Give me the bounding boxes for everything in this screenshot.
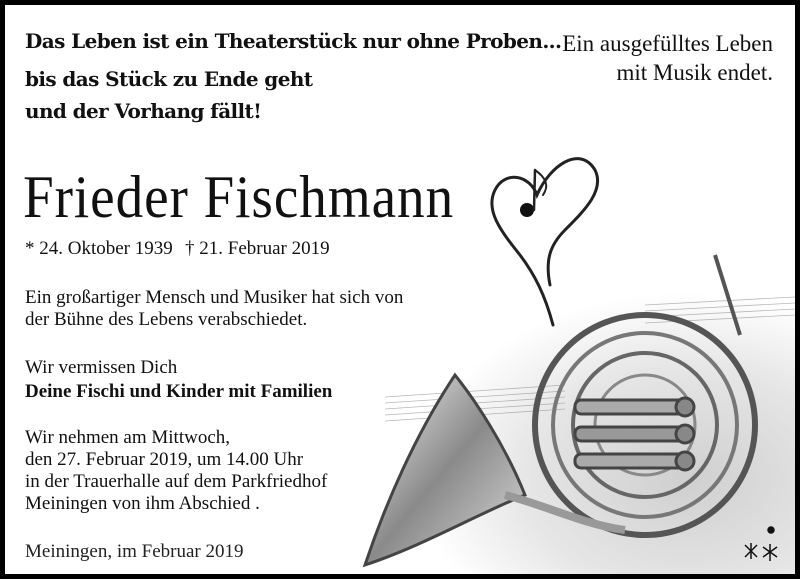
quote-left-line-1: Das Leben ist ein Theaterstück nur ohne Proben... xyxy=(25,29,562,53)
farewell-line-2: den 27. Februar 2019, um 14.00 Uhr xyxy=(25,449,304,470)
farewell-line-3: in der Trauerhalle auf dem Parkfriedhof xyxy=(25,471,328,492)
deceased-name: Frieder Fischmann xyxy=(23,164,455,230)
quote-right-line-2: mit Musik endet. xyxy=(616,60,773,85)
farewell-line-1: Wir nehmen am Mittwoch, xyxy=(25,427,231,448)
quote-right-line-1: Ein ausgefülltes Leben xyxy=(562,31,773,56)
tribute-line-2: der Bühne des Lebens verabschiedet. xyxy=(25,309,308,330)
mourners-intro: Wir vermissen Dich xyxy=(25,357,178,378)
farewell-line-4: Meiningen von ihm Abschied . xyxy=(25,493,260,514)
death-date: † 21. Februar 2019 xyxy=(185,238,330,259)
quote-left-line-3: und der Vorhang fällt! xyxy=(25,99,262,123)
quote-left-line-2: bis das Stück zu Ende geht xyxy=(25,67,313,91)
mourners-names: Deine Fischi und Kinder mit Familien xyxy=(25,381,333,402)
birth-date: * 24. Oktober 1939 xyxy=(25,238,173,259)
place-and-date: Meiningen, im Februar 2019 xyxy=(25,541,244,562)
tribute-line-1: Ein großartiger Mensch und Musiker hat sich von xyxy=(25,287,404,308)
